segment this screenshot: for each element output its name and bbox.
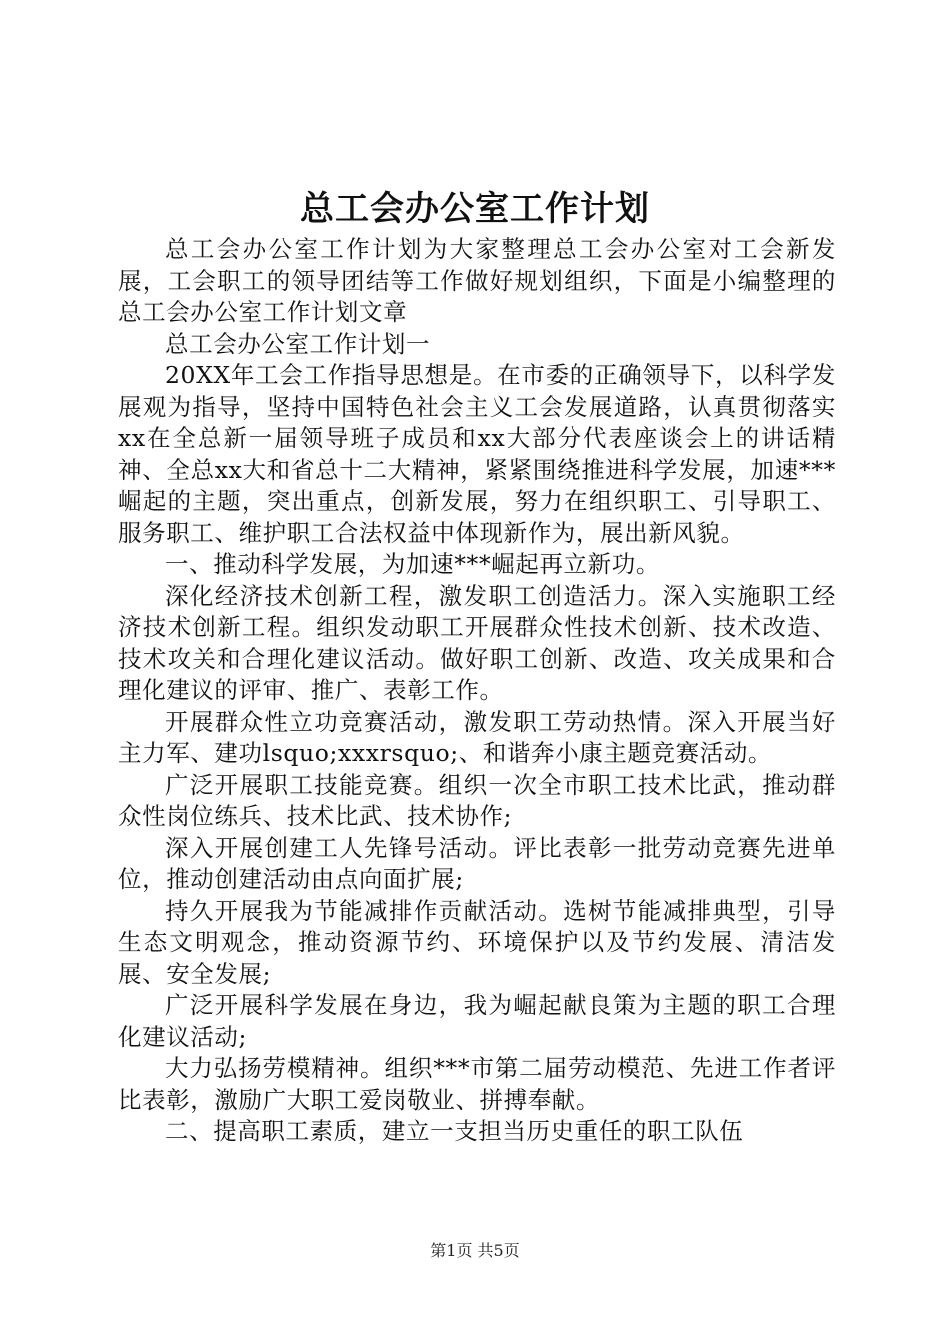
paragraph-suggestions: 广泛开展科学发展在身边，我为崛起献良策为主题的职工合理化建议活动; xyxy=(118,991,836,1051)
page-number: 第1页 共5页 xyxy=(430,1241,520,1260)
paragraph-model-workers: 大力弘扬劳模精神。组织***市第二届劳动模范、先进工作者评比表彰，激励广大职工爱岗敬业、拼搏奉献。 xyxy=(118,1054,836,1114)
paragraph-guiding-ideology: 20XX年工会工作指导思想是。在市委的正确领导下，以科学发展观为指导，坚持中国特色社会主义工会发展道路，认真贯彻落实xx在全总新一届领导班子成员和xx大部分代表座谈会上的讲话精神、全总xx大和省总十二大精神，紧紧围绕推进科学发展，加速***崛起的主题，突出重点，创新发展，努力在组织职工、引导职工、服务职工、维护职工合法权益中体现新作为，展出新风貌。 xyxy=(118,361,836,547)
paragraph-vanguard: 深入开展创建工人先锋号活动。评比表彰一批劳动竞赛先进单位，推动创建活动由点向面扩展; xyxy=(118,833,836,893)
paragraph-plan-heading: 总工会办公室工作计划一 xyxy=(165,329,431,358)
paragraph-innovation: 深化经济技术创新工程，激发职工创造活力。深入实施职工经济技术创新工程。组织发动职工开展群众性技术创新、技术改造、技术攻关和合理化建议活动。做好职工创新、改造、攻关成果和合理化建议的评审、推广、表彰工作。 xyxy=(118,581,836,704)
section-heading-1: 一、推动科学发展，为加速***崛起再立新功。 xyxy=(165,550,660,578)
document-body xyxy=(118,234,836,1148)
document-title: 总工会办公室工作计划 xyxy=(300,189,650,229)
section-heading-2: 二、提高职工素质，建立一支担当历史重任的职工队伍 xyxy=(165,1117,744,1145)
paragraph-skills: 广泛开展职工技能竞赛。组织一次全市职工技术比武，推动群众性岗位练兵、技术比武、技术协作; xyxy=(118,770,836,830)
paragraph-energy-saving: 持久开展我为节能减排作贡献活动。选树节能减排典型，引导生态文明观念，推动资源节约、环境保护以及节约发展、清洁发展、安全发展; xyxy=(118,896,836,988)
paragraph-intro: 总工会办公室工作计划为大家整理总工会办公室对工会新发展，工会职工的领导团结等工作做好规划组织，下面是小编整理的总工会办公室工作计划文章 xyxy=(118,235,836,326)
paragraph-competition: 开展群众性立功竞赛活动，激发职工劳动热情。深入开展当好主力军、建功lsquo;xxxrsquo;、和谐奔小康主题竞赛活动。 xyxy=(118,707,836,767)
